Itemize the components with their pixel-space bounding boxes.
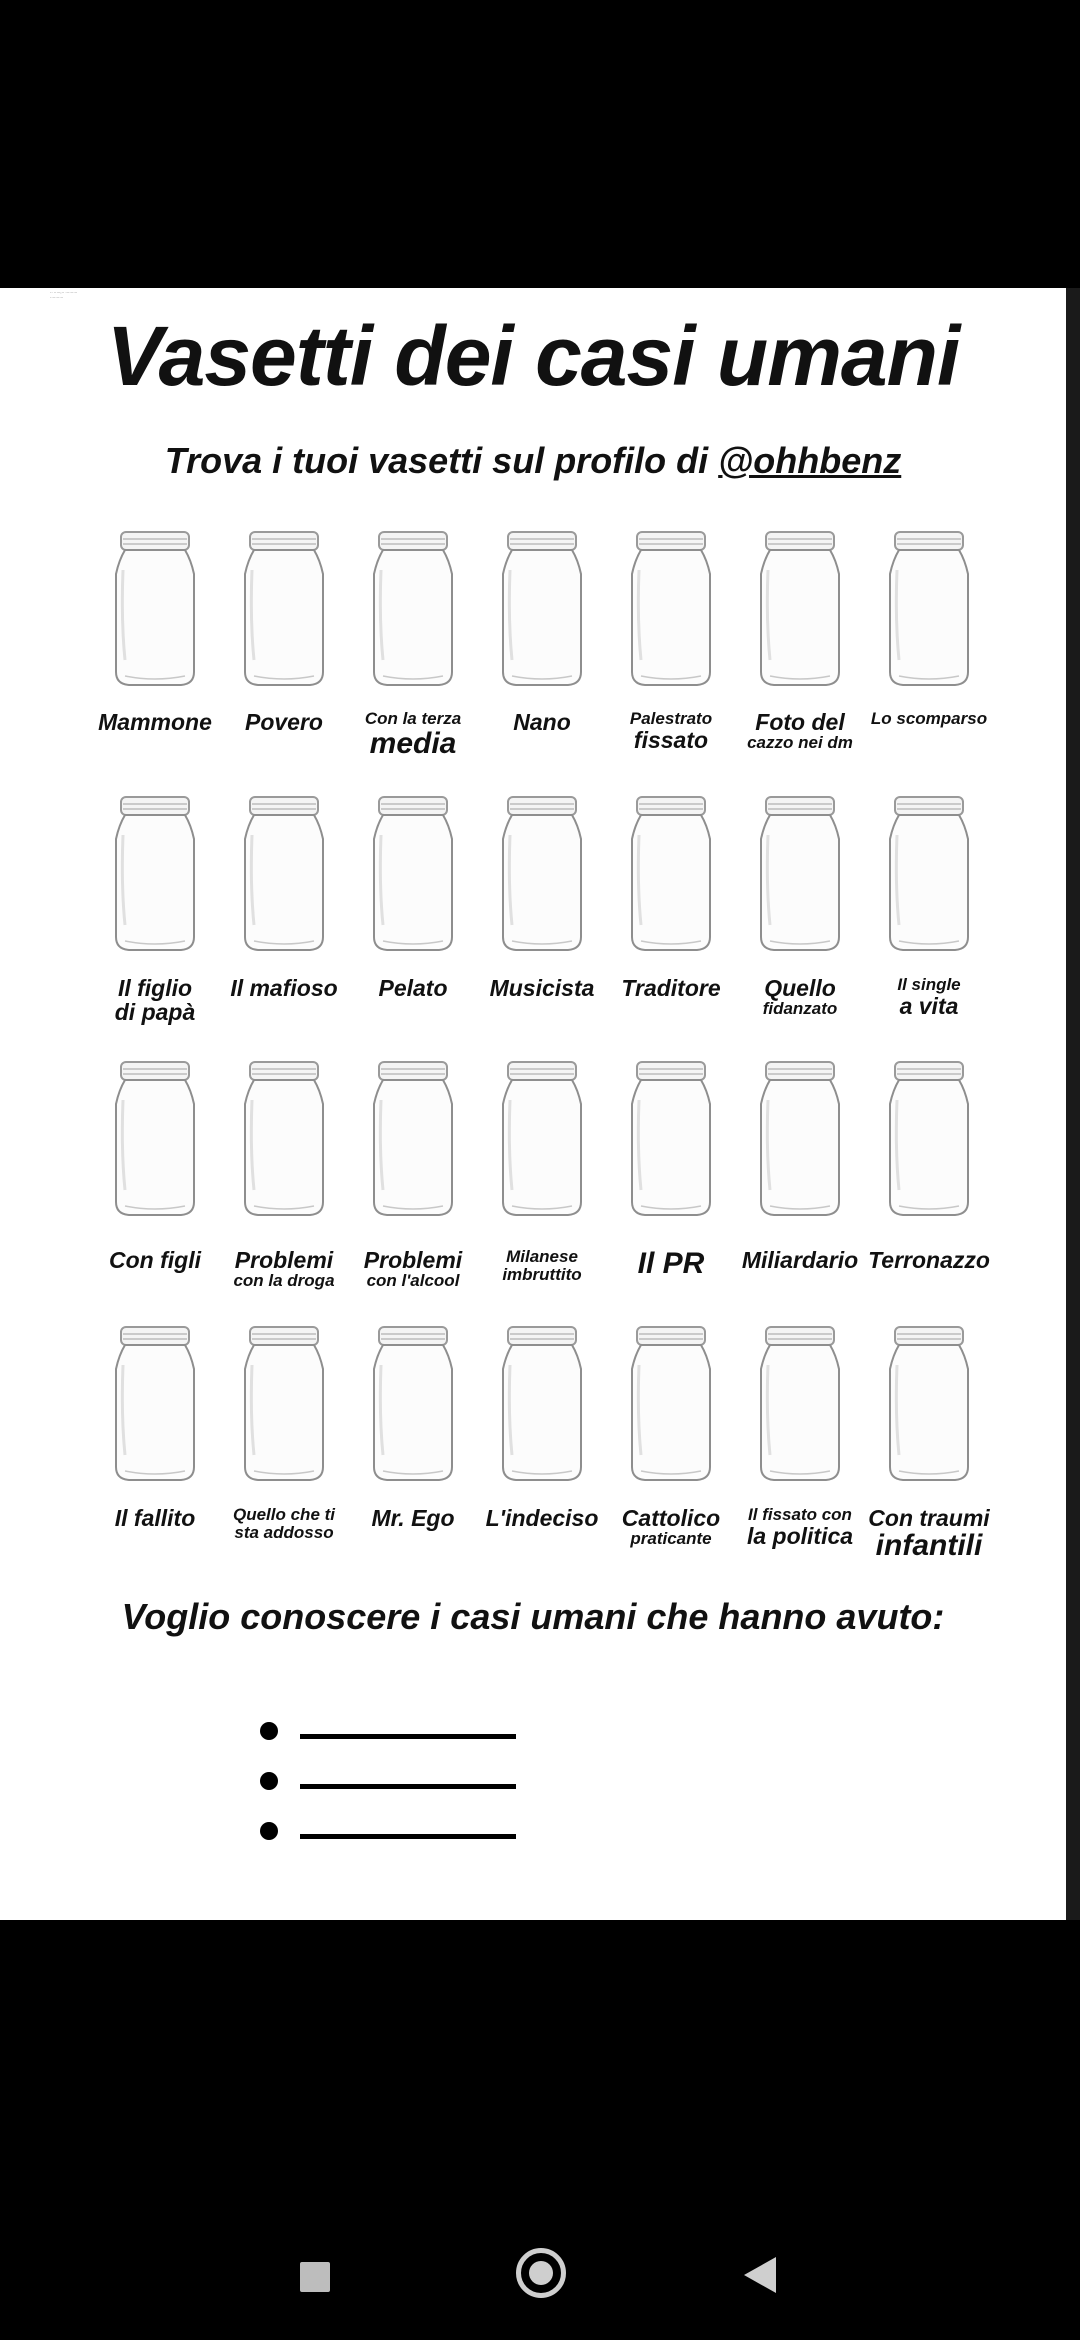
jar-label: [220, 710, 348, 734]
jar-label: [865, 976, 993, 1018]
jar-label-line: Il fallito: [114, 1505, 196, 1531]
jar-label-line: Nano: [513, 709, 571, 735]
jar-icon: [111, 1325, 199, 1483]
jar-icon: [627, 1325, 715, 1483]
jar-label: [349, 710, 477, 759]
jar-icon: [369, 795, 457, 953]
jar-label: [91, 710, 219, 734]
jar-icon: [756, 1325, 844, 1483]
jar-label-line: cazzo nei dm: [747, 733, 853, 753]
jar-label-line: Musicista: [489, 975, 595, 1001]
jar-label-line: Quello che ti: [232, 1505, 336, 1524]
jar-label-line: Il single: [897, 975, 961, 994]
jar-icon: [240, 1325, 328, 1483]
jar-label-line: con l'alcool: [366, 1271, 460, 1291]
blank-answer-line: [300, 1784, 516, 1789]
jar-label: [736, 976, 864, 1018]
jar-label-line: Il fissato con: [748, 1505, 852, 1524]
jar-label-line: sta addosso: [234, 1522, 334, 1542]
jar-label-line: Con traumi: [868, 1505, 990, 1531]
recents-icon[interactable]: [300, 2262, 330, 2292]
jar-label-line: Mammone: [98, 709, 212, 735]
jar-label-line: Pelato: [378, 975, 448, 1001]
subtitle: [0, 440, 1066, 482]
jar-label: [349, 1506, 477, 1530]
jar-icon: [885, 795, 973, 953]
jar-label-line: Terronazzo: [868, 1247, 990, 1273]
back-icon[interactable]: [744, 2257, 776, 2293]
jar-label: [865, 1506, 993, 1562]
jar-icon: [627, 795, 715, 953]
story-edge: [1066, 288, 1080, 1920]
blank-answer-line: [300, 1734, 516, 1739]
jar-label: [607, 710, 735, 752]
jar-label: [220, 1506, 348, 1542]
jar-label-line: Con la terza: [364, 709, 462, 728]
jar-label: [736, 1506, 864, 1548]
jar-icon: [369, 1060, 457, 1218]
jar-label-line: Palestrato: [629, 709, 713, 728]
jar-icon: [885, 1325, 973, 1483]
profile-handle: @ohhbenz: [718, 440, 902, 481]
jar-label: [736, 1248, 864, 1272]
jar-label: [478, 710, 606, 734]
jar-label: [607, 976, 735, 1000]
jar-icon: [756, 795, 844, 953]
jar-label-line: Mr. Ego: [371, 1505, 455, 1531]
jar-icon: [498, 1325, 586, 1483]
jar-icon: [627, 530, 715, 688]
jar-label: [349, 976, 477, 1000]
jar-label: [865, 1248, 993, 1272]
jar-label-line: con la droga: [233, 1271, 335, 1291]
bullet-icon: [260, 1772, 278, 1790]
bullet-icon: [260, 1722, 278, 1740]
jar-label-line: Con figli: [109, 1247, 201, 1273]
jar-icon: [111, 1060, 199, 1218]
jar-icon: [369, 530, 457, 688]
home-icon-inner: [529, 2261, 553, 2285]
subtitle-text: Trova i tuoi vasetti sul profilo di: [164, 440, 719, 481]
tiny-header-text: ·· ·····:·· ········· ··········: [50, 290, 78, 300]
jar-label-line: Povero: [245, 709, 323, 735]
jar-label: [91, 1506, 219, 1530]
jar-label-line: la politica: [746, 1522, 854, 1549]
jar-label: [91, 1248, 219, 1272]
jar-label-line: media: [369, 726, 457, 760]
jar-icon: [498, 530, 586, 688]
jar-label: [220, 976, 348, 1000]
bullet-icon: [260, 1822, 278, 1840]
jar-label: [478, 976, 606, 1000]
jar-label: [349, 1248, 477, 1290]
jar-label-line: di papà: [114, 999, 196, 1026]
jar-icon: [756, 1060, 844, 1218]
jar-label-line: Problemi: [234, 1247, 334, 1273]
jar-label: [478, 1248, 606, 1284]
blank-answer-line: [300, 1834, 516, 1839]
jar-label-line: Foto del: [755, 709, 845, 735]
jar-label: [736, 710, 864, 752]
jar-label-line: infantili: [875, 1529, 983, 1563]
jar-label-line: Cattolico: [621, 1505, 721, 1531]
jar-icon: [885, 530, 973, 688]
jar-label-line: imbruttito: [502, 1264, 582, 1284]
jar-label-line: Problemi: [363, 1247, 463, 1273]
page-title: Vasetti dei casi umani: [106, 309, 960, 403]
jar-label-line: Il figlio: [117, 975, 193, 1001]
jar-label-line: fissato: [633, 726, 709, 753]
jar-label: [220, 1248, 348, 1290]
jar-label-line: Il PR: [637, 1247, 705, 1280]
jar-label-line: Traditore: [621, 975, 721, 1001]
jar-icon: [240, 530, 328, 688]
jar-icon: [498, 795, 586, 953]
jar-icon: [111, 795, 199, 953]
jar-label-line: Miliardario: [741, 1247, 859, 1273]
jar-icon: [240, 1060, 328, 1218]
jar-label: [607, 1506, 735, 1548]
jar-label-line: L'indeciso: [485, 1505, 599, 1531]
question-text: Voglio conoscere i casi umani che hanno avuto:: [121, 1596, 945, 1637]
jar-label-line: praticante: [630, 1529, 712, 1549]
jar-label: [478, 1506, 606, 1530]
jar-label: [91, 976, 219, 1024]
jar-label-line: Il mafioso: [230, 975, 338, 1001]
jar-icon: [885, 1060, 973, 1218]
jar-icon: [240, 795, 328, 953]
jar-label-line: Milanese: [506, 1247, 578, 1266]
jar-label-line: fidanzato: [762, 999, 838, 1019]
jar-icon: [369, 1325, 457, 1483]
jar-icon: [111, 530, 199, 688]
jar-icon: [498, 1060, 586, 1218]
jar-icon: [627, 1060, 715, 1218]
jar-label-line: Lo scomparso: [870, 709, 988, 728]
jar-label-line: Quello: [764, 975, 836, 1001]
jar-label: [607, 1248, 735, 1280]
jar-icon: [756, 530, 844, 688]
jar-label-line: a vita: [899, 992, 959, 1019]
jar-label: [865, 710, 993, 728]
